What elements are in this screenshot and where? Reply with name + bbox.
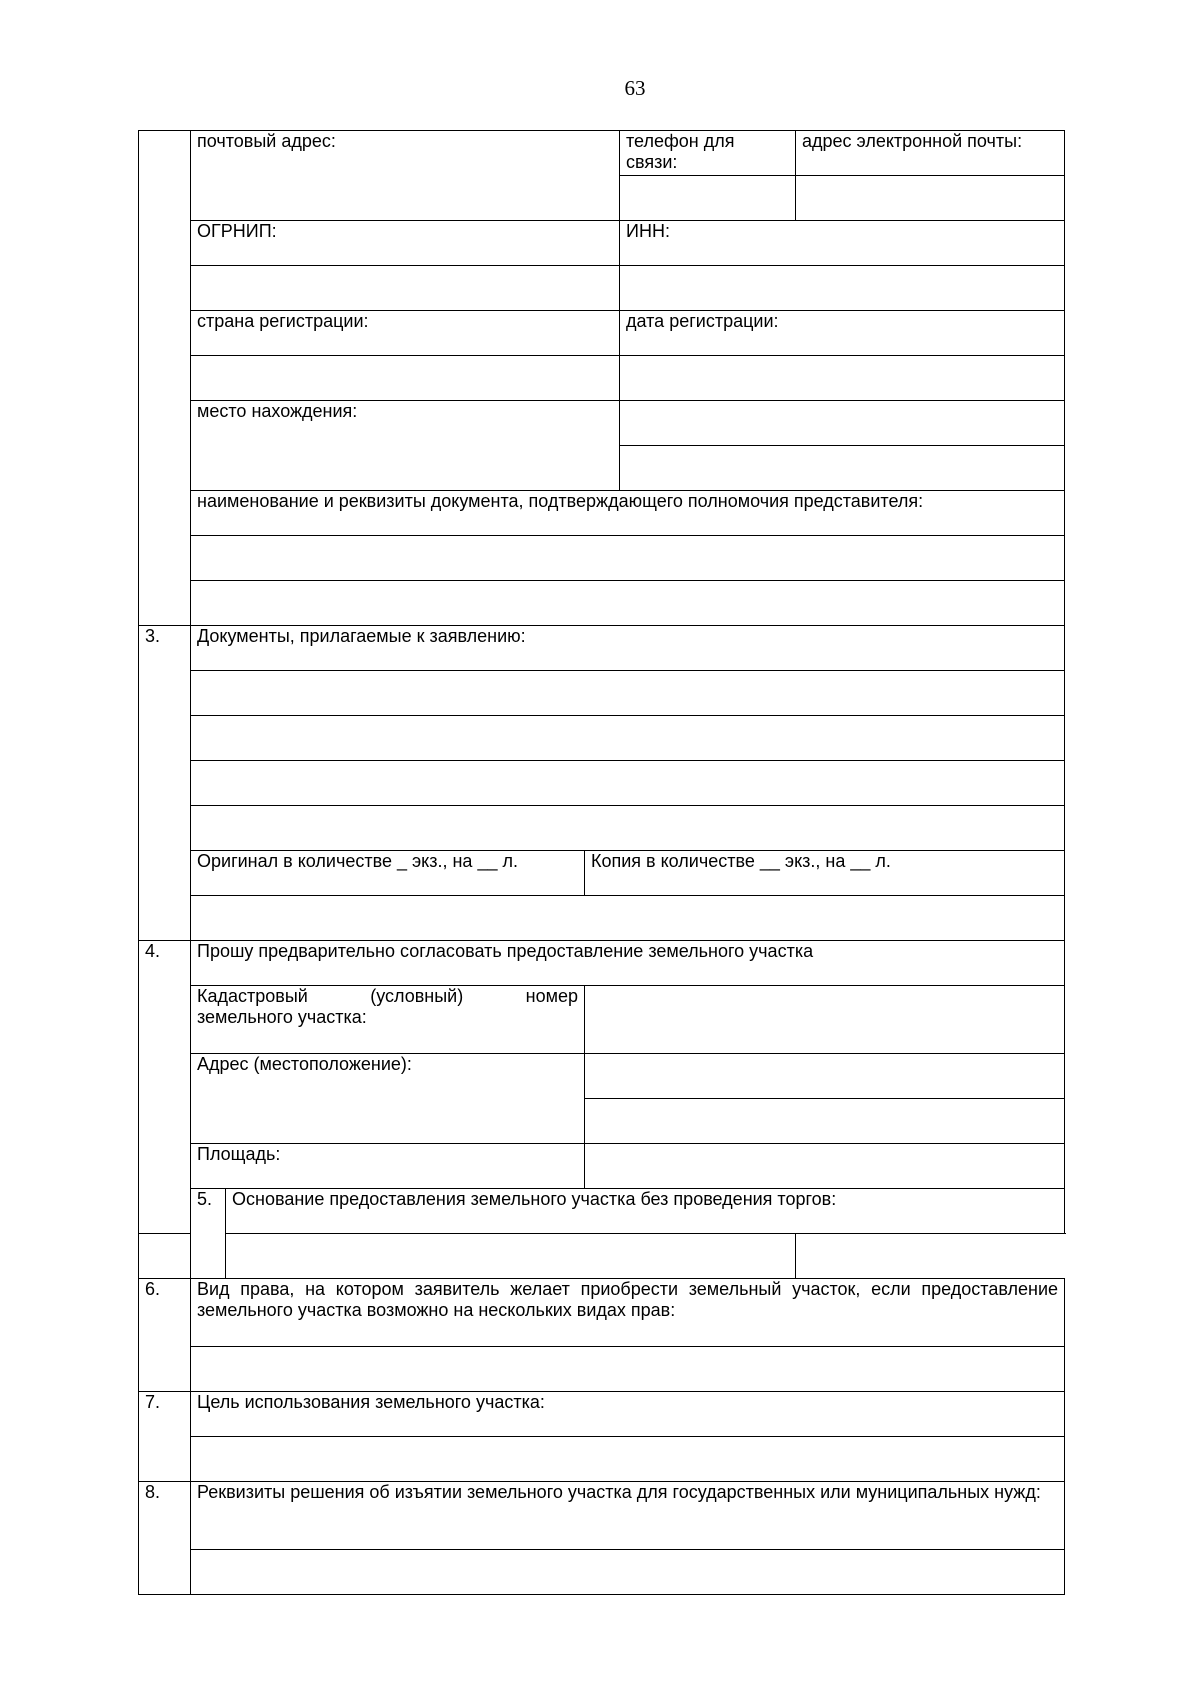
location-field-line-2[interactable] xyxy=(620,446,1065,491)
cadastral-number-field[interactable] xyxy=(585,986,1065,1054)
location-field-line-1[interactable] xyxy=(620,401,1065,446)
section-4-title: Прошу предварительно согласовать предоставление земельного участка xyxy=(191,941,1065,986)
email-field[interactable] xyxy=(796,176,1065,221)
documents-field-line-3[interactable] xyxy=(191,761,1065,806)
section-5-number: 5. xyxy=(191,1189,226,1279)
section-3-number: 3. xyxy=(139,626,191,941)
phone-label: телефон для связи: xyxy=(620,131,796,176)
section-4-number: 4. xyxy=(139,941,191,1234)
documents-field-line-1[interactable] xyxy=(191,671,1065,716)
cadastral-word-1: Кадастровый xyxy=(197,986,308,1006)
section-6-number: 6. xyxy=(139,1279,191,1392)
page-number: 63 xyxy=(624,76,646,100)
location-label: место нахождения: xyxy=(191,401,620,491)
purpose-field[interactable] xyxy=(191,1437,1065,1482)
cadastral-word-2: (условный) xyxy=(370,986,464,1006)
copy-count-field[interactable]: Копия в количестве __ экз., на __ л. xyxy=(585,851,1065,896)
documents-field-line-2[interactable] xyxy=(191,716,1065,761)
documents-field-line-4[interactable] xyxy=(191,806,1065,851)
phone-field[interactable] xyxy=(620,176,796,221)
area-field[interactable] xyxy=(585,1144,1065,1189)
right-type-field[interactable] xyxy=(191,1347,1065,1392)
address-label: Адрес (местоположение): xyxy=(191,1054,585,1144)
section-8-title: Реквизиты решения об изъятии земельного участка для государственных или муниципальных нужд: xyxy=(191,1482,1065,1550)
section-7-title: Цель использования земельного участка: xyxy=(191,1392,1065,1437)
postal-address-label: почтовый адрес: xyxy=(191,131,620,221)
section-8-number: 8. xyxy=(139,1482,191,1595)
authority-doc-field-line-1[interactable] xyxy=(191,536,1065,581)
ogrnip-field[interactable] xyxy=(191,266,620,311)
country-label: страна регистрации: xyxy=(191,311,620,356)
section-2-number-cell xyxy=(139,131,191,626)
section-3-title: Документы, прилагаемые к заявлению: xyxy=(191,626,1065,671)
documents-field-line-5[interactable] xyxy=(191,896,1065,941)
section-7-number: 7. xyxy=(139,1392,191,1482)
address-field-line-1[interactable] xyxy=(585,1054,1065,1099)
section-5-title: Основание предоставления земельного участка без проведения торгов: xyxy=(226,1189,1065,1234)
section-6-title: Вид права, на котором заявитель желает приобрести земельный участок, если предоставление земельного участка возможно на нескольких видах прав: xyxy=(191,1279,1065,1347)
application-form-table xyxy=(138,130,1065,1595)
cadastral-number-label xyxy=(191,986,585,1054)
authority-doc-label: наименование и реквизиты документа, подтверждающего полномочия представителя: xyxy=(191,491,1065,536)
reg-date-label: дата регистрации: xyxy=(620,311,1065,356)
inn-label: ИНН: xyxy=(620,221,1065,266)
email-label: адрес электронной почты: xyxy=(796,131,1065,176)
reg-date-field[interactable] xyxy=(620,356,1065,401)
area-label: Площадь: xyxy=(191,1144,585,1189)
inn-field[interactable] xyxy=(620,266,1065,311)
withdrawal-decision-field[interactable] xyxy=(191,1550,1065,1595)
authority-doc-field-line-2[interactable] xyxy=(191,581,1065,626)
original-count-field[interactable]: Оригинал в количестве _ экз., на __ л. xyxy=(191,851,585,896)
address-field-line-2[interactable] xyxy=(585,1099,1065,1144)
cadastral-word-line-2: земельного участка: xyxy=(197,1007,367,1027)
cadastral-word-3: номер xyxy=(525,986,578,1006)
country-field[interactable] xyxy=(191,356,620,401)
basis-field[interactable] xyxy=(139,1234,796,1279)
ogrnip-label: ОГРНИП: xyxy=(191,221,620,266)
